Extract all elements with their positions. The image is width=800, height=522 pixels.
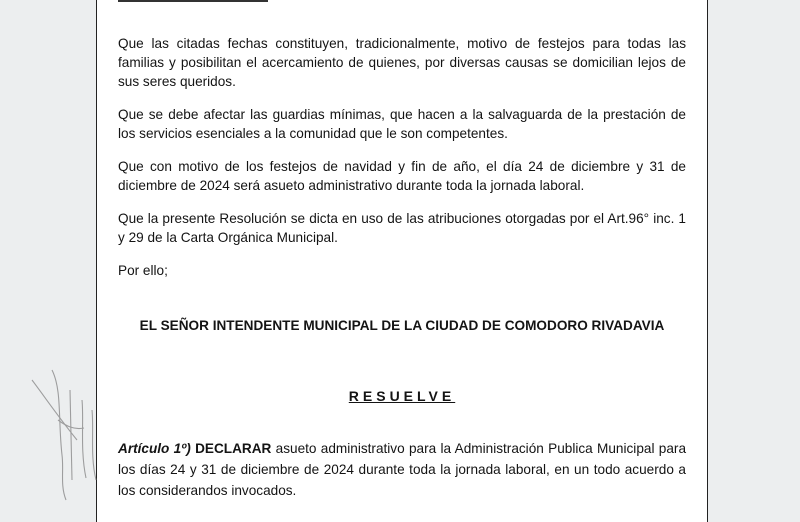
- article-1-label: Artículo 1º): [118, 441, 191, 456]
- resuelve-text: RESUELVE: [348, 388, 456, 404]
- signature-stroke-4: [82, 400, 86, 478]
- signature-stroke-2: [52, 370, 66, 500]
- signature-stamp: [22, 360, 106, 510]
- signature-stroke-5: [92, 410, 96, 480]
- paragraph-3: Que con motivo de los festejos de navidad y fin de año, el día 24 de diciembre y 31 de diciembre de 2024 será asueto administrativo durante toda la jornada laboral.: [118, 159, 686, 193]
- paragraph-4: Que la presente Resolución se dicta en uso de las atribuciones otorgadas por el Art.96° inc. 1 y 29 de la Carta Orgánica Municipal.: [118, 211, 686, 245]
- paragraph-5: Por ello;: [118, 263, 168, 278]
- document-body: [118, 34, 686, 294]
- resuelve-title: [118, 388, 686, 404]
- article-1-verb: DECLARAR: [195, 441, 272, 456]
- signature-stroke-3: [70, 390, 72, 480]
- top-rule: [118, 0, 268, 2]
- paragraph-2: Que se debe afectar las guardias mínimas, que hacen a la salvaguarda de la prestación de los servicios esenciales a la comunidad que le son competentes.: [118, 107, 686, 141]
- resolution-heading: EL SEÑOR INTENDENTE MUNICIPAL DE LA CIUDAD DE COMODORO RIVADAVIA: [139, 318, 665, 333]
- article-1-text: asueto administrativo para la Administración Publica Municipal para los días 24 y 31 de diciembre de 2024 durante toda la jornada laboral, en un todo acuerdo a los considerandos invocados.: [118, 441, 687, 498]
- article-1: [118, 438, 686, 501]
- paragraph-1: Que las citadas fechas constituyen, tradicionalmente, motivo de festejos para todas las familias y posibilitan el acercamiento de quienes, por diversas causas se domicilian lejos de sus seres queridos.: [118, 36, 686, 89]
